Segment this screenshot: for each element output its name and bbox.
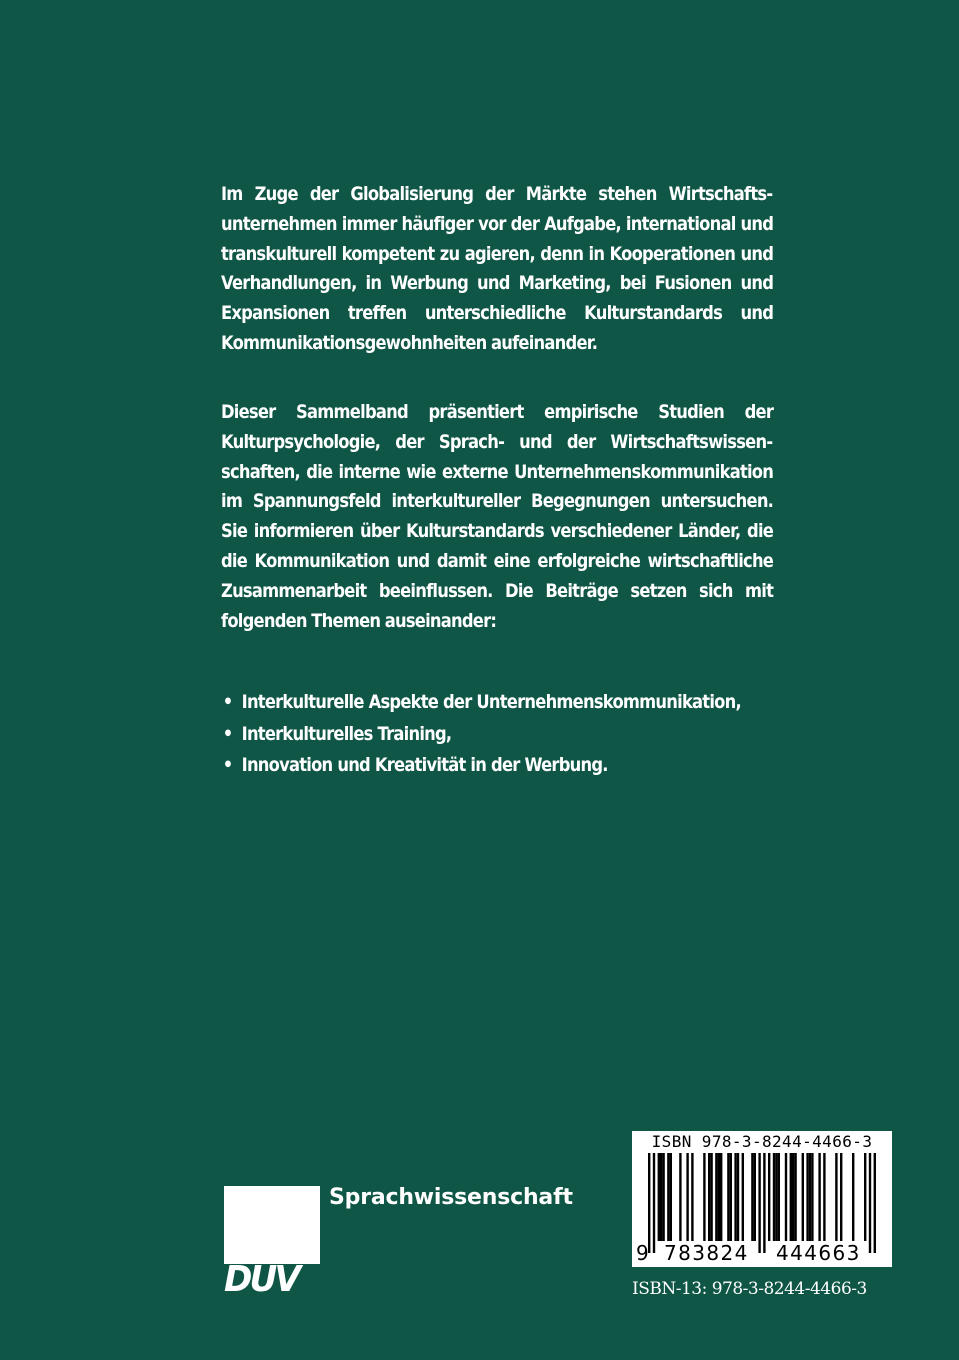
barcode-guard-bar xyxy=(874,1153,876,1253)
isbn13-text: ISBN-13: 978-3-8244-4466-3 xyxy=(632,1279,867,1299)
barcode-bar xyxy=(710,1153,712,1241)
list-item: • Interkulturelles Training, xyxy=(221,719,823,751)
barcode-bar xyxy=(773,1153,775,1241)
list-item: • Interkulturelle Aspekte der Unternehmenskommunikation, xyxy=(221,687,823,719)
barcode-bar xyxy=(658,1153,660,1241)
barcode-bar xyxy=(840,1153,842,1241)
barcode-guard-bar xyxy=(869,1153,871,1253)
barcode-first-digit: 9 xyxy=(636,1241,649,1265)
barcode-bar xyxy=(794,1153,796,1241)
barcode-bar xyxy=(670,1153,672,1241)
barcode-bar xyxy=(790,1153,792,1241)
barcode-bar xyxy=(703,1153,705,1241)
barcode-bar xyxy=(823,1153,825,1241)
blurb-paragraph-2-text: Dieser Sammelband präsentiert empirische Studien der Kulturpsychologie, der Sprach- und der Wirtschaftswissenschaften, die interne wie externe Unternehmenskommunikation im Spannungsfeld interkultureller Begegnungen untersuchen. Sie informieren über Kulturstandards verschiedener Länder, die die Kommunikation und damit eine erfolgreiche wirtschaftliche Zusammenarbeit beeinflussen. Die Beiträge setzen sich mit folgenden Themen auseinander: xyxy=(221,401,774,632)
barcode-guard-bar xyxy=(653,1153,655,1253)
barcode-left-digits: 783824 xyxy=(664,1241,749,1265)
barcode-bar xyxy=(785,1153,787,1241)
barcode-isbn-label: ISBN 978-3-8244-4466-3 xyxy=(651,1132,873,1151)
barcode-bar xyxy=(852,1153,854,1241)
barcode-bar xyxy=(802,1153,804,1241)
barcode-bar xyxy=(792,1153,794,1241)
barcode-guard-bar xyxy=(648,1153,650,1253)
barcode-bar xyxy=(667,1153,669,1241)
bullet-icon: • xyxy=(222,722,233,745)
barcode xyxy=(632,1131,892,1267)
barcode-bar xyxy=(778,1153,780,1241)
barcode-bar xyxy=(768,1153,770,1241)
logo-text: DUV xyxy=(224,1259,299,1300)
duv-logo xyxy=(224,1186,320,1300)
barcode-bar xyxy=(751,1153,753,1241)
barcode-bar xyxy=(864,1153,866,1241)
barcode-bar xyxy=(720,1153,722,1241)
bullet-icon: • xyxy=(222,691,233,713)
logo-block xyxy=(224,1186,320,1264)
blurb-paragraph-1-text: Im Zuge der Globalisierung der Märkte stehen Wirtschaftsunternehmen immer häufiger vor der Aufgabe, international und transkulturell kompetent zu agieren, denn in Kooperationen und Verhandlungen, in Werbung und Marketing, bei Fusionen und Expansionen treffen unterschiedliche Kulturstandards und Kommunikationsgewohnheiten aufeinander. xyxy=(221,183,774,354)
barcode-bar xyxy=(754,1153,756,1241)
barcode-bar xyxy=(835,1153,837,1241)
barcode-bar xyxy=(679,1153,681,1241)
barcode-guard-bar xyxy=(758,1153,760,1253)
barcode-bar xyxy=(660,1153,662,1241)
barcode-right-digits: 444663 xyxy=(776,1241,861,1265)
list-item: • Innovation und Kreativität in der Werbung. xyxy=(221,750,823,782)
topics-list xyxy=(221,687,823,782)
barcode-bar xyxy=(708,1153,710,1241)
barcode-guard-bar xyxy=(763,1153,765,1253)
barcode-bar xyxy=(806,1153,808,1241)
barcode-bar xyxy=(818,1153,820,1241)
barcode-bar xyxy=(809,1153,811,1241)
barcode-bar xyxy=(686,1153,688,1241)
barcode-bar xyxy=(742,1153,744,1241)
blurb-paragraph-1 xyxy=(221,180,773,359)
barcode-bar xyxy=(775,1153,777,1241)
barcode-bar xyxy=(734,1153,736,1241)
barcode-bar xyxy=(730,1153,732,1241)
barcode-bar xyxy=(727,1153,729,1241)
barcode-bar xyxy=(737,1153,739,1241)
series-title: Sprachwissenschaft xyxy=(329,1185,573,1210)
barcode-bar xyxy=(718,1153,720,1241)
barcode-bar xyxy=(811,1153,813,1241)
barcode-bar xyxy=(715,1153,717,1241)
barcode-digits xyxy=(632,1241,892,1267)
barcode-bar xyxy=(691,1153,693,1241)
blurb-paragraph-2 xyxy=(221,398,773,636)
bullet-icon: • xyxy=(222,754,233,776)
barcode-bar xyxy=(662,1153,664,1241)
